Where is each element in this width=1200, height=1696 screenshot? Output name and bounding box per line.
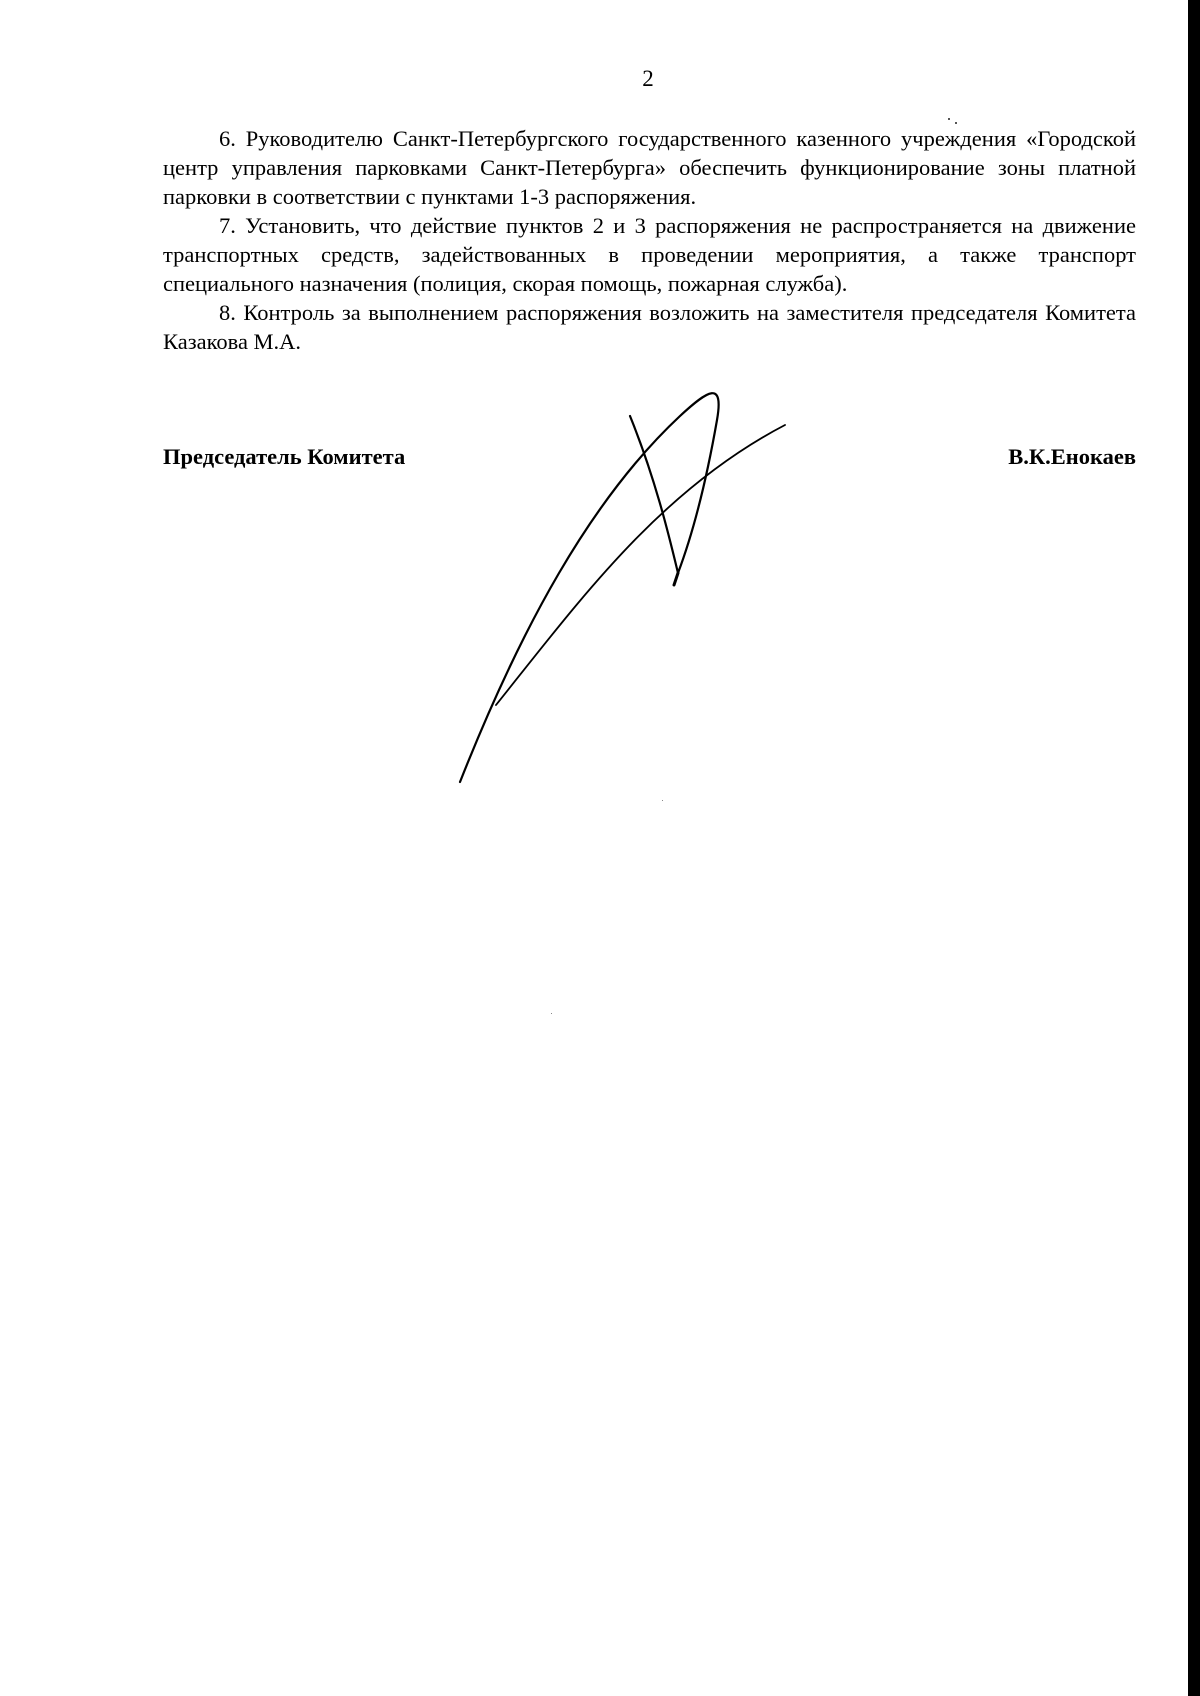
paragraph-6: 6. Руководителю Санкт-Петербургского государственного казенного учреждения «Городской центр управления парковками Санкт-Петербурга» обеспечить функционирование зоны платной парковки в соответствии с пунктами 1-3 распоряжения.: [163, 126, 1136, 209]
handwritten-signature: [440, 380, 800, 790]
signer-title: Председатель Комитета: [163, 444, 406, 469]
paragraph-8: 8. Контроль за выполнением распоряжения возложить на заместителя председателя Комитета Казакова М.А.: [163, 300, 1136, 354]
signer-name: В.К.Енокаев: [1008, 444, 1136, 469]
signature-stroke-tail: [674, 573, 678, 585]
scan-speck: [551, 1013, 552, 1014]
signature-stroke-cross: [496, 425, 785, 705]
signature-stroke-main: [460, 393, 719, 782]
scan-speck: [662, 800, 663, 801]
document-body: [163, 124, 1136, 356]
scan-speck: [948, 118, 950, 120]
paragraph-7: 7. Установить, что действие пунктов 2 и 3 распоряжения не распространяется на движение транспортных средств, задействованных в проведении мероприятия, а также транспорт специального назначения (полиция, скорая помощь, пожарная служба).: [163, 213, 1136, 296]
page-number: 2: [642, 66, 654, 91]
scan-edge-border: [1188, 0, 1200, 1696]
scan-speck: [955, 122, 957, 124]
